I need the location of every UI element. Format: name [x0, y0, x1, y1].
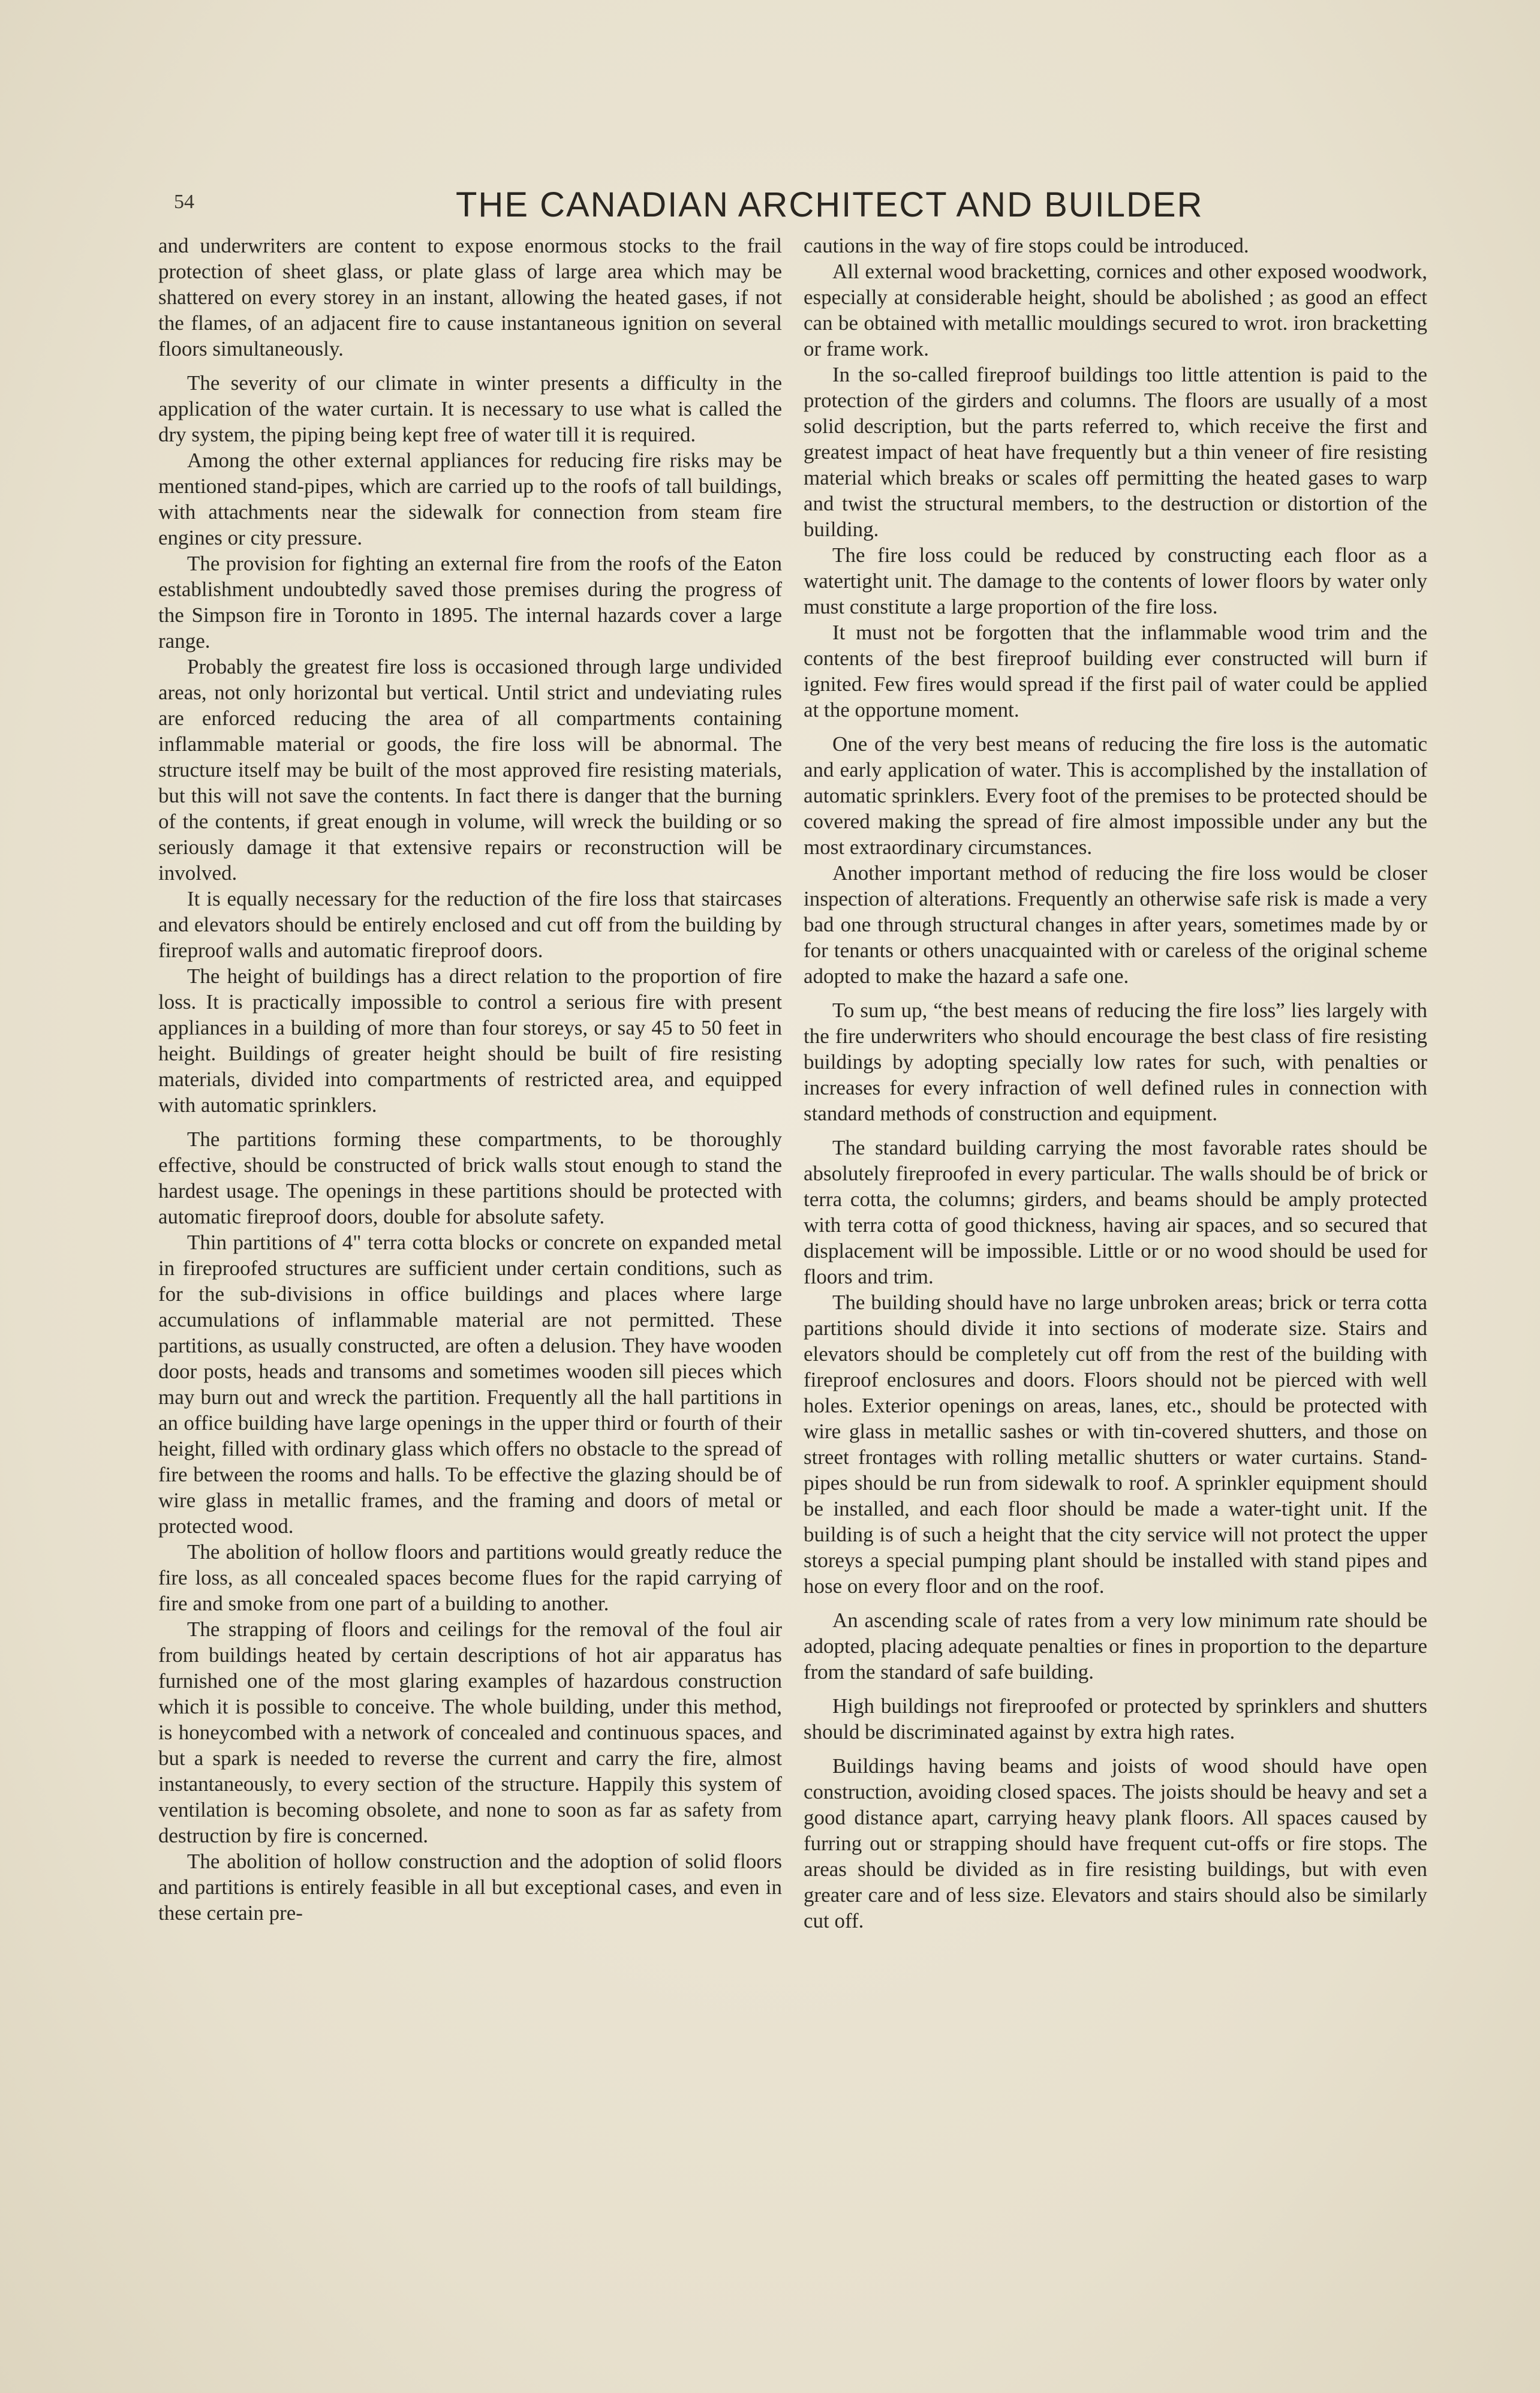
- paragraph: One of the very best means of reducing the fire loss is the automatic and early application of water. This is accomplished by the installation of automatic sprinklers. Every foot of the premises to be protected should be covered making the spread of fire almost impossible under any but the most extraordinary circumstances.: [804, 732, 1427, 859]
- page-header: [168, 185, 1445, 227]
- page-number: 54: [174, 191, 194, 213]
- paragraph: Another important method of reducing the fire loss would be closer inspection of alterations. Frequently an otherwise safe risk is made a very bad one through structural changes in after years, sometimes made by or for tenants or others unacquainted with or careless of the original scheme adopted to make the hazard a safe one.: [804, 861, 1427, 988]
- journal-title: THE CANADIAN ARCHITECT AND BUILDER: [456, 185, 1204, 224]
- paragraph: The height of buildings has a direct relation to the proportion of fire loss. It is practically impossible to control a serious fire with present appliances in a building of more than four storeys, or say 45 to 50 feet in height. Buildings of greater height should be built of fire resisting materials, divided into compartments of restricted area, and equipped with automatic sprinklers.: [158, 964, 782, 1117]
- paragraph: The standard building carrying the most favorable rates should be absolutely fireproofed in every particular. The walls should be of brick or terra cotta, the columns; girders, and beams should be amply protected with terra cotta of good thickness, having air spaces, and so secured that displacement will be impossible. Little or or no wood should be used for floors and trim.: [804, 1136, 1427, 1288]
- paragraph: Buildings having beams and joists of wood should have open construction, avoiding closed spaces. The joists should be heavy and set a good distance apart, carrying heavy plank floors. All spaces caused by furring out or strapping should have frequent cut-offs or fire stops. The areas should be divided as in fire resisting buildings, but with even greater care and of less size. Elevators and stairs should also be similarly cut off.: [804, 1754, 1427, 1932]
- paragraph: It is equally necessary for the reduction of the fire loss that staircases and elevators should be entirely enclosed and cut off from the building by fireproof walls and automatic fireproof doors.: [158, 887, 782, 962]
- paragraph: High buildings not fireproofed or protected by sprinklers and shutters should be discriminated against by extra high rates.: [804, 1694, 1427, 1743]
- paragraph: Probably the greatest fire loss is occasioned through large undivided areas, not only horizontal but vertical. Until strict and undeviating rules are enforced reducing the area of all compartments containing inflammable material or goods, the fire loss will be abnormal. The structure itself may be built of the most approved fire resisting materials, but this will not save the contents. In fact there is danger that the burning of the contents, if great enough in volume, will wreck the building or so seriously damage it that extensive repairs or reconstruction will be involved.: [158, 655, 782, 885]
- paragraph: All external wood bracketting, cornices and other exposed woodwork, especially at considerable height, should be abolished ; as good an effect can be obtained with metallic mouldings secured to wrot. iron bracketting or frame work.: [804, 260, 1427, 360]
- paragraph: Among the other external appliances for reducing fire risks may be mentioned stand-pipes, which are carried up to the roofs of tall buildings, with attachments near the sidewalk for connection from steam fire engines or city pressure.: [158, 449, 782, 549]
- paragraph: The abolition of hollow construction and the adoption of solid floors and partitions is entirely feasible in all but exceptional cases, and even in these certain pre-: [158, 1850, 782, 1925]
- paragraph: It must not be forgotten that the inflammable wood trim and the contents of the best fireproof building ever constructed will burn if ignited. Few fires would spread if the first pail of water could be applied at the opportune moment.: [804, 621, 1427, 721]
- paragraph: An ascending scale of rates from a very low minimum rate should be adopted, placing adequate penalties or fines in proportion to the departure from the standard of safe building.: [804, 1609, 1427, 1683]
- paragraph: The abolition of hollow floors and partitions would greatly reduce the fire loss, as all concealed spaces become flues for the rapid carrying of fire and smoke from one part of a building to another.: [158, 1540, 782, 1615]
- paragraph: The building should have no large unbroken areas; brick or terra cotta partitions should divide it into sections of moderate size. Stairs and elevators should be completely cut off from the rest of the building with fireproof enclosures and doors. Floors should not be pierced with well holes. Exterior openings on areas, lanes, etc., should be protected with wire glass in metallic sashes or with tin-covered shutters, and those on street frontages with rolling metallic shutters or water curtains. Stand-pipes should be run from sidewalk to roof. A sprinkler equipment should be installed, and each floor should be made a water-tight unit. If the building is of such a height that the city service will not protect the upper storeys a special pumping plant should be installed with stand pipes and hose on every floor and on the roof.: [804, 1291, 1427, 1598]
- paragraph: and underwriters are content to expose enormous stocks to the frail protection of sheet glass, or plate glass of large area which may be shattered on every storey in an instant, allowing the heated gases, if not the flames, of an adjacent fire to cause instantaneous ignition on several floors simultaneously.: [158, 234, 782, 360]
- paragraph: The severity of our climate in winter presents a difficulty in the application of the water curtain. It is necessary to use what is called the dry system, the piping being kept free of water till it is required.: [158, 371, 782, 446]
- paragraph: The strapping of floors and ceilings for the removal of the foul air from buildings heated by certain descriptions of hot air apparatus has furnished one of the most glaring examples of hazardous construction which it is possible to conceive. The whole building, under this method, is honeycombed with a network of concealed and continuous spaces, and but a spark is needed to reverse the current and carry the fire, almost instantaneously, to every section of the structure. Happily this system of ventilation is becoming obsolete, and none to soon as far as safety from destruction by fire is concerned.: [158, 1618, 782, 1847]
- paragraph: cautions in the way of fire stops could be introduced.: [804, 234, 1249, 257]
- paragraph: The fire loss could be reduced by constructing each floor as a watertight unit. The damage to the contents of lower floors by water only must constitute a large proportion of the fire loss.: [804, 543, 1427, 618]
- paragraph: To sum up, “the best means of reducing the fire loss” lies largely with the fire underwriters who should encourage the best class of fire resisting buildings by adopting specially low rates for such, with penalties or increases for every infraction of well defined rules in connection with standard methods of construction and equipment.: [804, 999, 1427, 1125]
- left-column: [158, 233, 782, 1926]
- paragraph: The provision for fighting an external fire from the roofs of the Eaton establishment undoubtedly saved those premises during the progress of the Simpson fire in Toronto in 1895. The internal hazards cover a large range.: [158, 552, 782, 653]
- paragraph: The partitions forming these compartments, to be thoroughly effective, should be constructed of brick walls stout enough to stand the hardest usage. The openings in these partitions should be protected with automatic fireproof doors, double for absolute safety.: [158, 1128, 782, 1228]
- right-column: [804, 233, 1427, 1934]
- paragraph: In the so-called fireproof buildings too little attention is paid to the protection of the girders and columns. The floors are usually of a most solid description, but the parts referred to, which receive the first and greatest impact of heat have frequently but a thin veneer of fire resisting material which breaks or scales off permitting the heated gases to warp and twist the structural members, to the destruction or distortion of the building.: [804, 363, 1427, 541]
- paragraph: Thin partitions of 4" terra cotta blocks or concrete on expanded metal in fireproofed structures are sufficient under certain conditions, such as for the sub-divisions in office buildings and places where large accumulations of inflammable material are not permitted. These partitions, as usually constructed, are often a delusion. They have wooden door posts, heads and transoms and sometimes wooden sill pieces which may burn out and wreck the partition. Frequently all the hall partitions in an office building have large openings in the upper third or fourth of their height, filled with ordinary glass which offers no obstacle to the spread of fire between the rooms and halls. To be effective the glazing should be of wire glass in metallic frames, and the framing and doors of metal or protected wood.: [158, 1231, 782, 1538]
